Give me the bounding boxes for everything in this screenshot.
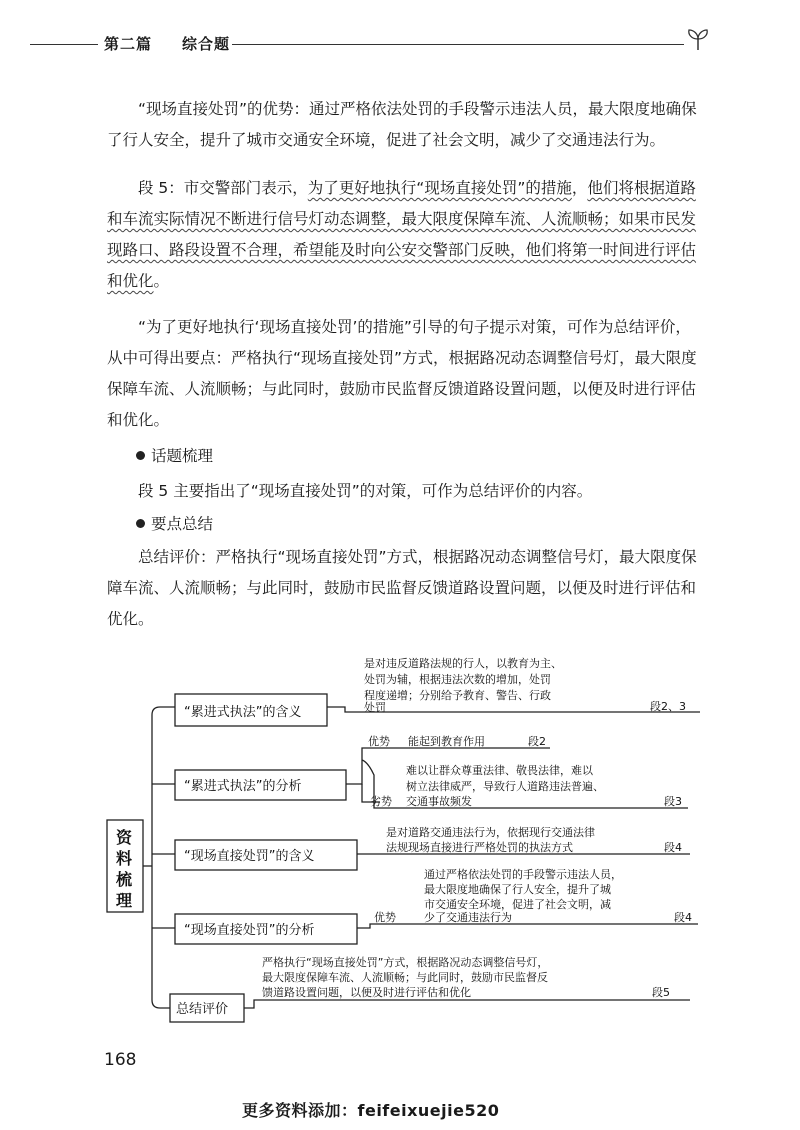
branch2-dis-line: 难以让群众尊重法律、敬畏法律，难以 (406, 764, 593, 777)
branch2-dis-line: 树立法律威严，导致行人道路违法普遍、 (406, 780, 604, 793)
branch2-dis-line: 交通事故频发 (406, 795, 472, 808)
branch2-adv-label: 优势 (368, 735, 390, 748)
branch3-detail-line: 法规现场直接进行严格处罚的执法方式 (386, 841, 573, 854)
branch4-label: “现场直接处罚”的分析 (184, 923, 315, 938)
key-points-text: 总结评价：严格执行“现场直接处罚”方式，根据路况动态调整信号灯，最大限度保障车流、人流顺畅；与此同时，鼓励市民监督反馈道路设置问题，以便及时进行评估和优化。 (107, 548, 697, 628)
header-section: 综合题 (182, 35, 231, 53)
topic-text: 段 5 主要指出了“现场直接处罚”的对策，可作为总结评价的内容。 (138, 482, 593, 500)
p2-comma: ， (571, 179, 588, 197)
branch1-detail-line: 处罚为辅，根据违法次数的增加，处罚 (364, 673, 551, 686)
root-char: 理 (116, 891, 133, 910)
branch2-dis-label: 劣势 (370, 795, 392, 808)
branch1-detail-line: 程度递增；分别给予教育、警告、行政 (364, 689, 551, 702)
p1-line1: “现场直接处罚”的优势：通过严格依法处罚的手段警示违法人员，最大限度地确保 (138, 100, 697, 118)
branch3-detail-line: 是对道路交通违法行为，依据现行交通法律 (386, 826, 595, 839)
branch5-label: 总结评价 (176, 1002, 229, 1017)
branch5-detail-line: 馈道路设置问题，以便及时进行评估和优化 (262, 986, 471, 999)
branch1-label: “累进式执法”的含义 (184, 705, 302, 720)
key-points-heading-text: 要点总结 (151, 515, 214, 533)
page-number: 168 (104, 1050, 137, 1070)
p2-underlined-lead: 为了更好地执行“现场直接处罚”的措施 (307, 179, 572, 197)
branch1-detail-line: 是对违反道路法规的行人，以教育为主、 (364, 657, 562, 670)
paragraph-analysis: “为了更好地执行‘现场直接处罚’的措施”引导的句子提示对策，可作为总结评价，从中可得出要点：严格执行“现场直接处罚”方式，根据路况动态调整信号灯，最大限度保障车流、人流顺畅；与此同时，鼓励市民监督反馈道路设置问题，以便及时进行评估和优化。 (107, 318, 697, 429)
branch4-detail-line: 市交通安全环境，促进了社会文明，减 (424, 898, 611, 911)
p2-underlined-measures: 他们将根据道路和车流实际情况不断进行信号灯动态调整，最大限度保障车流、人流顺畅；如果市民发现路口、路段设置不合理，希望能及时向公安交警部门反映，他们将第一时间进行评估和优化 (107, 179, 697, 290)
branch4-detail-line: 最大限度地确保了行人安全，提升了城 (424, 883, 611, 896)
p2-intro: 段 5：市交警部门表示， (138, 179, 308, 197)
branch5-ref: 段5 (652, 986, 670, 999)
branch3-ref: 段4 (664, 841, 682, 854)
header-part: 第二篇 (104, 35, 153, 53)
topic-heading-text: 话题梳理 (151, 447, 214, 465)
root-char: 梳 (116, 870, 133, 889)
branch3-label: “现场直接处罚”的含义 (184, 849, 315, 864)
branch2-adv-text: 能起到教育作用 (408, 735, 485, 748)
p2-period: 。 (153, 272, 170, 290)
branch5-detail-line: 最大限度保障车流、人流顺畅；与此同时，鼓励市民监督反 (262, 971, 548, 984)
footer-note: 更多资料添加：feifeixuejie520 (242, 1101, 500, 1120)
branch5-detail-line: 严格执行“现场直接处罚”方式，根据路况动态调整信号灯， (262, 956, 549, 969)
branch4-ref: 段4 (674, 911, 692, 924)
branch4-detail-line: 通过严格依法处罚的手段警示违法人员， (424, 868, 622, 881)
branch4-adv-label: 优势 (374, 911, 396, 924)
p1-line2: 了行人安全，提升了城市交通安全环境，促进了社会文明，减少了交通违法行为。 (107, 131, 666, 149)
branch2-label: “累进式执法”的分析 (184, 779, 302, 794)
branch2-adv-ref: 段2 (528, 735, 546, 748)
branch2-dis-ref: 段3 (664, 795, 682, 808)
root-char: 料 (116, 849, 133, 868)
branch4-detail-line: 少了交通违法行为 (424, 911, 512, 924)
branch1-ref: 段2、3 (650, 700, 686, 713)
branch1-detail-line: 处罚 (364, 701, 386, 714)
root-char: 资 (116, 828, 133, 847)
